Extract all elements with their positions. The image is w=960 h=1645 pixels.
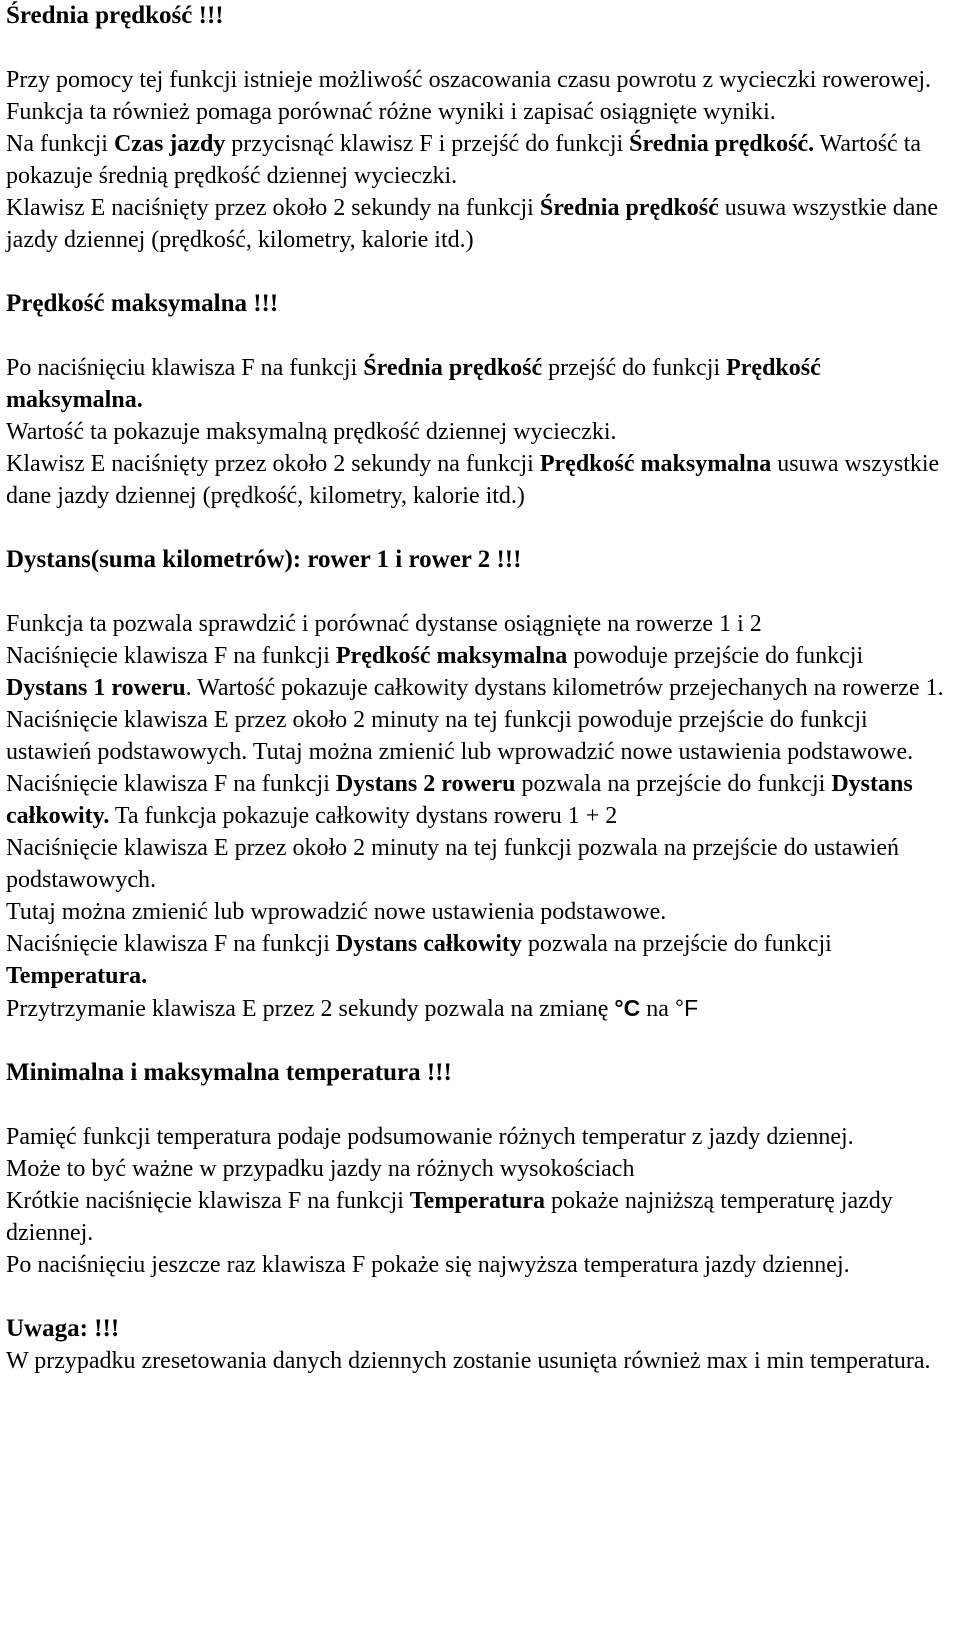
bold-term: Temperatura. <box>6 963 148 989</box>
paragraph <box>6 64 946 128</box>
bold-term: Prędkość maksymalna. <box>6 355 821 413</box>
paragraph <box>6 832 946 896</box>
paragraph <box>6 1345 946 1377</box>
paragraph <box>6 1153 946 1185</box>
spacer <box>6 1025 946 1057</box>
spacer <box>6 1281 946 1313</box>
bold-term: Dystans całkowity. <box>6 771 913 829</box>
text-run: usuwa wszystkie dane jazdy dziennej (prędkość, kilometry, kalorie itd.) <box>6 451 940 509</box>
text-run: Tutaj można zmienić lub wprowadzić nowe ustawienia podstawowe. <box>6 899 667 925</box>
bold-term: Dystans 2 roweru <box>335 771 516 797</box>
paragraph <box>6 896 946 928</box>
bold-term: Prędkość maksymalna <box>539 451 772 477</box>
bold-term: Dystans całkowity <box>335 931 522 957</box>
section-heading: Średnia prędkość !!! <box>6 2 224 29</box>
text-run: Wartość ta pokazuje średnią prędkość dziennej wycieczki. <box>6 131 922 189</box>
bold-term: °C <box>614 995 641 1021</box>
text-run: usuwa wszystkie dane jazdy dziennej (prędkość, kilometry, kalorie itd.) <box>6 195 939 253</box>
text-run: Naciśnięcie klawisza E przez około 2 minuty na tej funkcji pozwala na przejście do ustawień podstawowych. <box>6 835 900 893</box>
spacer <box>6 576 946 608</box>
paragraph <box>6 704 946 768</box>
spacer <box>6 512 946 544</box>
text-run: Naciśnięcie klawisza F na funkcji <box>6 931 336 957</box>
text-run: pozwala na przejście do funkcji <box>515 771 832 797</box>
text-run: przejść do funkcji <box>542 355 727 381</box>
bold-term: Średnia prędkość <box>363 355 543 381</box>
paragraph <box>6 448 946 512</box>
text-run: Wartość ta pokazuje maksymalną prędkość dziennej wycieczki. <box>6 419 617 445</box>
paragraph <box>6 128 946 192</box>
paragraph <box>6 1185 946 1249</box>
paragraph <box>6 1121 946 1153</box>
text-run: powoduje przejście do funkcji <box>567 643 864 669</box>
bold-term: Średnia prędkość <box>539 195 719 221</box>
text-run: przycisnąć klawisz F i przejść do funkcji <box>225 131 630 157</box>
spacer <box>6 256 946 288</box>
text-run: Ta funkcja pokazuje całkowity dystans roweru 1 + 2 <box>109 803 618 829</box>
paragraph <box>6 416 946 448</box>
section-heading: Minimalna i maksymalna temperatura !!! <box>6 1059 452 1086</box>
paragraph <box>6 768 946 832</box>
section-heading: Prędkość maksymalna !!! <box>6 290 279 317</box>
text-run: Funkcja ta pozwala sprawdzić i porównać dystanse osiągnięte na rowerze 1 i 2 <box>6 611 762 637</box>
paragraph <box>6 352 946 416</box>
bold-term: Prędkość maksymalna <box>335 643 568 669</box>
bold-term: Średnia prędkość. <box>629 131 815 157</box>
bold-term: Czas jazdy <box>113 131 226 157</box>
text-run: Przy pomocy tej funkcji istnieje możliwość oszacowania czasu powrotu z wycieczki rowerowej. Funkcja ta również pomaga porównać różne wyniki i zapisać osiągnięte wyniki. <box>6 67 932 125</box>
spacer <box>6 32 946 64</box>
paragraph <box>6 992 946 1025</box>
text-run: Krótkie naciśnięcie klawisza F na funkcji <box>6 1188 410 1214</box>
spacer <box>6 1089 946 1121</box>
section-heading: Uwaga: !!! <box>6 1315 120 1342</box>
paragraph <box>6 1249 946 1281</box>
text-run: Po naciśnięciu klawisza F na funkcji <box>6 355 364 381</box>
text-run: na <box>640 996 675 1022</box>
section-heading: Dystans(suma kilometrów): rower 1 i rower 2 !!! <box>6 546 522 573</box>
spacer <box>6 320 946 352</box>
text-run: Naciśnięcie klawisza F na funkcji <box>6 643 336 669</box>
text-run: Klawisz E naciśnięty przez około 2 sekundy na funkcji <box>6 195 540 221</box>
text-run: pokaże najniższą temperaturę jazdy dziennej. <box>6 1188 893 1246</box>
text-run: W przypadku zresetowania danych dziennych zostanie usunięta również max i min temperatura. <box>6 1348 931 1374</box>
text-run: Pamięć funkcji temperatura podaje podsumowanie różnych temperatur z jazdy dziennej. <box>6 1124 854 1150</box>
text-run: Po naciśnięciu jeszcze raz klawisza F pokaże się najwyższa temperatura jazdy dziennej. <box>6 1252 850 1278</box>
text-run: Na funkcji <box>6 131 114 157</box>
text-run: Naciśnięcie klawisza F na funkcji <box>6 771 336 797</box>
text-run: pozwala na przejście do funkcji <box>521 931 832 957</box>
paragraph <box>6 192 946 256</box>
text-run: Klawisz E naciśnięty przez około 2 sekundy na funkcji <box>6 451 540 477</box>
paragraph <box>6 640 946 704</box>
paragraph <box>6 928 946 992</box>
bold-term: Dystans 1 roweru <box>6 675 186 701</box>
text-run: Naciśnięcie klawisza E przez około 2 minuty na tej funkcji powoduje przejście do funkcji ustawień podstawowych. Tutaj można zmienić lub wprowadzić nowe ustawienia podstawowe. <box>6 707 914 765</box>
text-run: °F <box>674 995 699 1021</box>
bold-term: Temperatura <box>409 1188 545 1214</box>
text-run: Może to być ważne w przypadku jazdy na różnych wysokościach <box>6 1156 635 1182</box>
paragraph <box>6 608 946 640</box>
text-run: Przytrzymanie klawisza E przez 2 sekundy pozwala na zmianę <box>6 996 615 1022</box>
text-run: . Wartość pokazuje całkowity dystans kilometrów przejechanych na rowerze 1. <box>185 675 944 701</box>
